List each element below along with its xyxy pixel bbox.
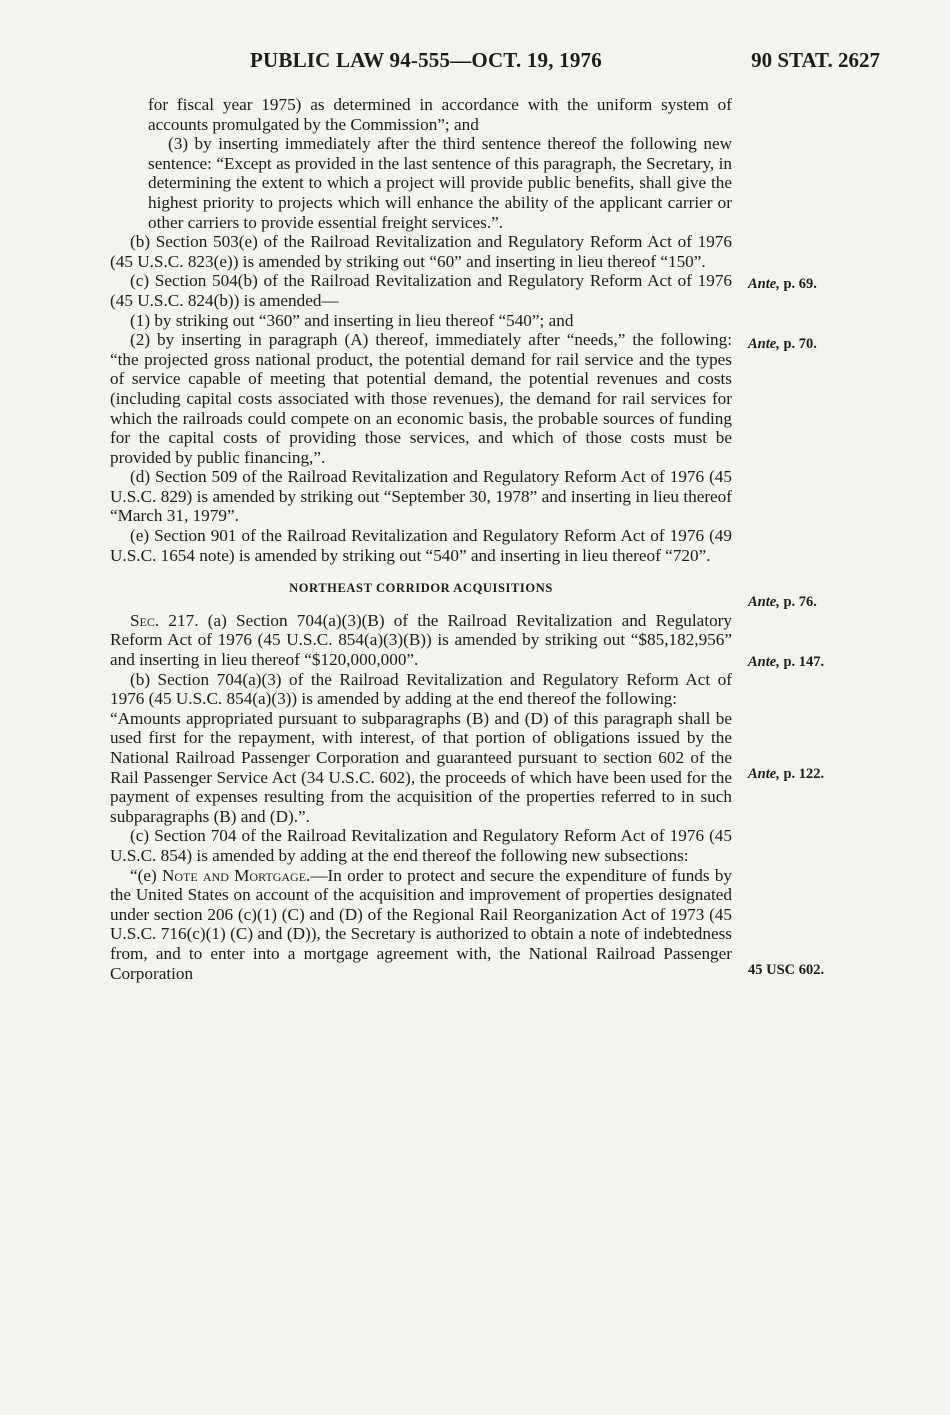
paragraph (110, 866, 732, 984)
paragraph: (2) by inserting in paragraph (A) thereof, immediately after “needs,” the following: “the projected gross national product, the potential demand for rail service and the types of service capable of meeting that potential demand, the potential revenues and costs (including capital costs associated with those revenues), the demand for rail services for which the railroads could compete on an economic basis, the probable sources of funding for the capital costs of providing those services, and which of those costs must be provided by public financing,”. (110, 330, 732, 467)
margin-note-ref: Ante, (748, 766, 780, 782)
paragraph: (3) by inserting immediately after the third sentence thereof the following new sentence: “Except as provided in the last sentence of this paragraph, the Secretary, in determining the extent to which a project will provide public benefits, shall give the highest priority to projects which will enhance the ability of the applicant carrier or other carriers to provide essential freight services.”. (148, 134, 732, 232)
margin-note-page: p. 147. (783, 654, 825, 670)
margin-note (748, 766, 824, 783)
margin-note-ref: Ante, (748, 276, 780, 292)
margin-note (748, 654, 824, 671)
page-title: PUBLIC LAW 94-555—OCT. 19, 1976 (250, 48, 602, 72)
section-heading: NORTHEAST CORRIDOR ACQUISITIONS (289, 581, 553, 596)
margin-note (748, 962, 824, 979)
margin-note (748, 594, 817, 611)
paragraph (110, 611, 732, 670)
margin-note-page: p. 122. (783, 766, 825, 782)
statute-page-number: 90 STAT. 2627 (751, 48, 880, 72)
margin-note-ref: Ante, (748, 594, 780, 610)
paragraph: (b) Section 704(a)(3) of the Railroad Revitalization and Regulatory Reform Act of 1976 (45 U.S.C. 854(a)(3)) is amended by adding at the end thereof the following: (110, 669, 732, 709)
margin-note-ref: Ante, (748, 336, 780, 352)
quoted-paragraph: “Amounts appropriated pursuant to subparagraphs (B) and (D) of this paragraph shall be used first for the repayment, with interest, of that portion of obligations issued by the National Railroad Passenger Corporation and guaranteed pursuant to section 602 of the Rail Passenger Service Act (34 U.S.C. 602), the proceeds of which have been used for the payment of expenses resulting from the acquisition of the properties referred to in such subparagraphs (B) and (D).”. (110, 708, 732, 826)
margin-note (748, 276, 817, 293)
paragraph: for fiscal year 1975) as determined in accordance with the uniform system of accounts promulgated by the Commission”; and (148, 95, 732, 134)
subsection-label: “(e) (130, 865, 157, 885)
paragraph: (1) by striking out “360” and inserting in lieu thereof “540”; and (130, 310, 574, 330)
paragraph: (e) Section 901 of the Railroad Revitalization and Regulatory Reform Act of 1976 (49 U.S.C. 1654 note) is amended by striking out “540” and inserting in lieu thereof “720”. (110, 526, 732, 565)
paragraph-text: (a) Section 704(a)(3)(B) of the Railroad Revitalization and Regulatory Reform Act of 1976 (45 U.S.C. 854(a)(3)(B)) is amended by striking out “$85,182,956” and inserting in lieu thereof “$120,000,000”. (110, 610, 732, 670)
subsection-caption: Note and Mortgage. (161, 865, 311, 885)
section-label: Sec. 217. (130, 610, 199, 630)
margin-note-page: p. 76. (783, 594, 817, 610)
paragraph: (d) Section 509 of the Railroad Revitalization and Regulatory Reform Act of 1976 (45 U.S.C. 829) is amended by striking out “September 30, 1978” and inserting in lieu thereof “March 31, 1979”. (110, 467, 732, 526)
running-head (110, 48, 880, 78)
paragraph: (b) Section 503(e) of the Railroad Revitalization and Regulatory Reform Act of 1976 (45 U.S.C. 823(e)) is amended by striking out “60” and inserting in lieu thereof “150”. (110, 232, 732, 271)
margin-note-ref: Ante, (748, 654, 780, 670)
margin-note (748, 336, 817, 353)
body-text (110, 95, 732, 983)
margin-note-page: p. 70. (783, 336, 817, 352)
paragraph: (c) Section 704 of the Railroad Revitalization and Regulatory Reform Act of 1976 (45 U.S.C. 854) is amended by adding at the end thereof the following new subsections: (110, 826, 732, 865)
paragraph-text: —In order to protect and secure the expenditure of funds by the United States on account of the acquisition and improvement of properties designated under section 206 (c)(1) (C) and (D) of the Regional Rail Reorganization Act of 1973 (45 U.S.C. 716(c)(1) (C) and (D)), the Secretary is authorized to obtain a note of indebtedness from, and to enter into a mortgage agreement with, the National Railroad Passenger Corporation (110, 865, 733, 983)
margin-note-page: 45 USC 602. (748, 962, 825, 978)
paragraph: (c) Section 504(b) of the Railroad Revitalization and Regulatory Reform Act of 1976 (45 U.S.C. 824(b)) is amended— (110, 271, 732, 310)
margin-note-page: p. 69. (783, 276, 817, 292)
